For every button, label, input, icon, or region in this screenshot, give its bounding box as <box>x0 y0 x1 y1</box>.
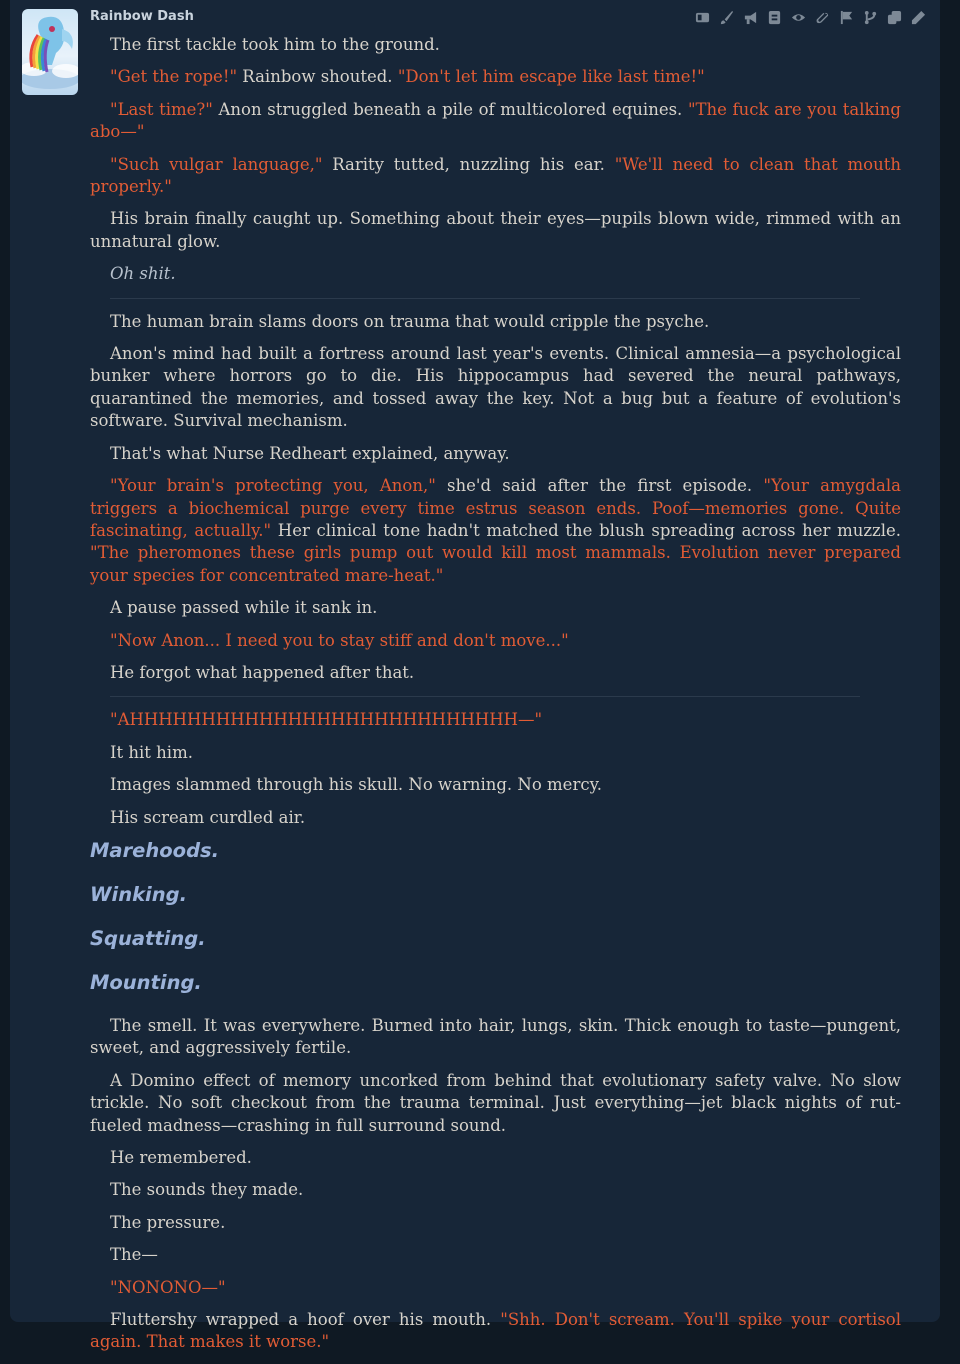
emphasis-line: Mounting. <box>90 970 202 994</box>
scene-divider <box>110 696 860 697</box>
author-name[interactable]: Rainbow Dash <box>90 9 194 24</box>
narration: Anon's mind had built a fortress around last year's events. Clinical amnesia—a psychological bunker where horrors go to die. His hippocampus had severed the neural pathways, quarantined the memories, and tossed away the key. Not a bug but a feature of evolution's software. Survival mechanism. <box>90 344 901 431</box>
dialogue: "We'll need to clean that mouth properly." <box>90 154 901 197</box>
paragraph <box>90 475 901 587</box>
narration: Images slammed through his skull. No warning. No mercy. <box>110 775 602 795</box>
scene-divider <box>110 298 860 299</box>
paragraph <box>90 154 901 199</box>
dialogue: "Your amygdala triggers a biochemical purge every time estrus season ends. Poof—memories gone. Quite fascinating, actually." <box>90 476 901 540</box>
paint-icon[interactable] <box>718 9 735 26</box>
paragraph <box>90 1277 901 1299</box>
dialogue: "AHHHHHHHHHHHHHHHHHHHHHHHHHHH—" <box>110 710 543 730</box>
paragraph <box>90 630 901 652</box>
dialogue: "NONONO—" <box>110 1277 226 1297</box>
dialogue: "The pheromones these girls pump out would kill most mammals. Evolution never prepared your species for concentrated mare-heat." <box>90 543 901 585</box>
narration: That's what Nurse Redheart explained, anyway. <box>110 443 510 463</box>
narration: Rarity tutted, nuzzling his ear. <box>322 154 615 174</box>
narration: Her clinical tone hadn't matched the blush spreading across her muzzle. <box>271 520 902 540</box>
narration: The sounds they made. <box>110 1180 304 1200</box>
author-avatar[interactable] <box>22 9 78 95</box>
emphasis-line: Marehoods. <box>90 838 220 862</box>
narration: The pressure. <box>110 1212 226 1232</box>
narration: The human brain slams doors on trauma that would cripple the psyche. <box>110 311 710 331</box>
dialogue: "Don't let him escape like last time!" <box>397 67 705 87</box>
narration: He remembered. <box>110 1148 252 1167</box>
dialogue: "Such vulgar language," <box>110 154 323 174</box>
narration: He forgot what happened after that. <box>110 662 415 682</box>
attach-icon[interactable] <box>814 9 831 26</box>
paragraph <box>90 774 901 796</box>
branch-icon[interactable] <box>862 9 879 26</box>
paragraph <box>90 597 901 619</box>
emphasis-line: Squatting. <box>90 926 206 950</box>
pegasus-avatar-image <box>22 9 78 95</box>
paragraph <box>90 66 901 88</box>
paragraph <box>90 1147 901 1169</box>
paragraph <box>90 208 901 253</box>
copy-icon[interactable] <box>886 9 903 26</box>
eye-icon[interactable] <box>790 9 807 26</box>
paragraph <box>90 1070 901 1137</box>
flag-icon[interactable] <box>838 9 855 26</box>
narration: Rainbow shouted. <box>237 67 398 87</box>
narration: she'd said after the first episode. <box>435 476 764 496</box>
dialogue: "The fuck are you talking abo—" <box>90 99 901 142</box>
narration: His scream curdled air. <box>110 807 306 827</box>
story-body <box>90 34 901 1364</box>
narration: A pause passed while it sank in. <box>110 598 378 618</box>
inner-thought: Oh shit. <box>110 264 176 284</box>
paragraph <box>90 311 901 333</box>
translate-icon[interactable] <box>694 9 711 26</box>
paragraph <box>90 1244 901 1266</box>
paragraph <box>90 1309 901 1354</box>
megaphone-icon[interactable] <box>742 9 759 26</box>
narration: A Domino effect of memory uncorked from behind that evolutionary safety valve. No slow trickle. No soft checkout from the trauma terminal. Just everything—jet black nights of rut-fueled madness—crashing in full surround sound. <box>90 1070 901 1135</box>
edit-icon[interactable] <box>910 9 927 26</box>
narration: The first tackle took him to the ground. <box>110 35 440 54</box>
paragraph <box>90 662 901 684</box>
dialogue: "Your brain's protecting you, Anon," <box>110 476 436 496</box>
emphasis-line: Winking. <box>90 882 187 906</box>
paragraph <box>90 742 901 764</box>
narration: It hit him. <box>110 742 193 762</box>
dialogue: "Now Anon... I need you to stay stiff and don't move..." <box>110 630 569 650</box>
narration: The— <box>110 1245 158 1265</box>
paragraph <box>90 709 901 731</box>
narration: Anon struggled beneath a pile of multicolored equines. <box>212 99 688 119</box>
paragraph <box>90 807 901 829</box>
dialogue: "Last time?" <box>110 99 213 119</box>
narration: His brain finally caught up. Something about their eyes—pupils blown wide, rimmed with an unnatural glow. <box>90 209 901 251</box>
dialogue: "Get the rope!" <box>110 67 238 87</box>
post-toolbar <box>694 8 927 26</box>
narration: Fluttershy wrapped a hoof over his mouth. <box>110 1310 501 1330</box>
paragraph <box>90 1179 901 1201</box>
paragraph <box>90 343 901 433</box>
paragraph <box>90 99 901 144</box>
document-icon[interactable] <box>766 9 783 26</box>
paragraph <box>90 34 901 56</box>
narration: The smell. It was everywhere. Burned into hair, lungs, skin. Thick enough to taste—pungent, sweet, and aggressively fertile. <box>90 1015 901 1058</box>
paragraph <box>90 1015 901 1060</box>
emphasis-group <box>90 839 901 995</box>
paragraph <box>90 443 901 465</box>
paragraph <box>90 1212 901 1234</box>
dialogue: "Shh. Don't scream. You'll spike your cortisol again. That makes it worse." <box>90 1310 901 1352</box>
